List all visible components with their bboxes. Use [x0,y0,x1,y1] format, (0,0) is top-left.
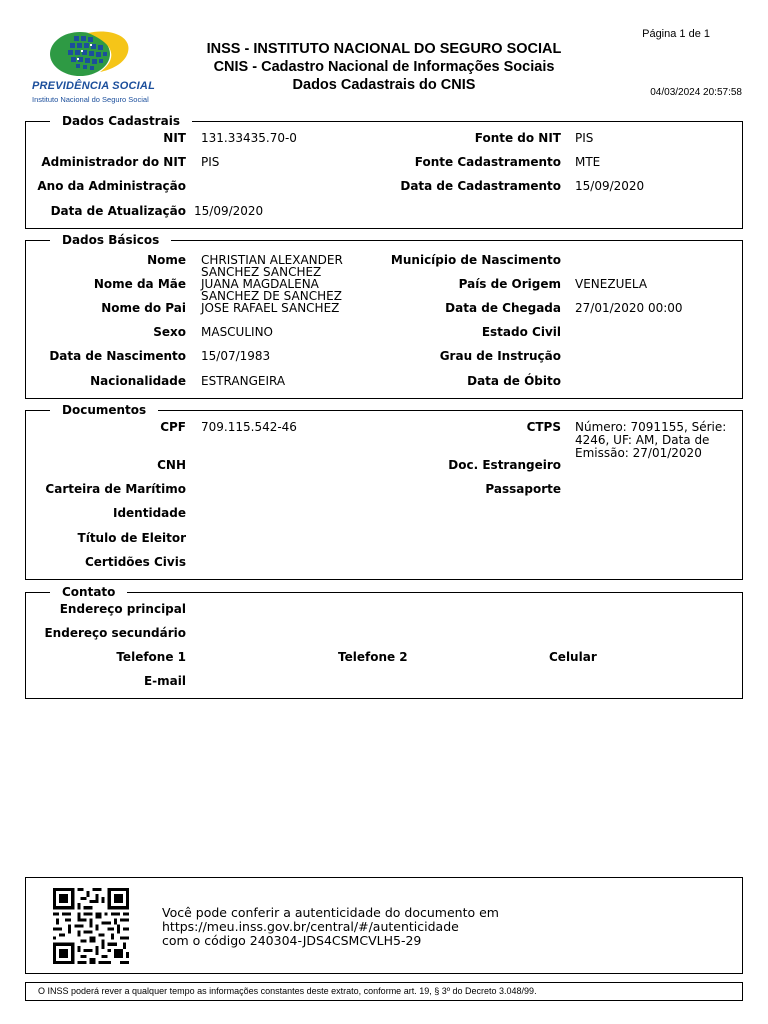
legend-documentos: Documentos [50,402,158,418]
label-identidade: Identidade [112,506,186,520]
value-admin-nit: PIS [201,155,220,169]
section-contato [25,585,743,699]
label-endereco-principal: Endereço principal [59,602,186,616]
label-estado-civil: Estado Civil [481,325,561,339]
label-nacionalidade: Nacionalidade [90,374,186,388]
label-grau-instrucao: Grau de Instrução [439,349,561,363]
section-dados-cadastrais [25,114,743,229]
label-sexo: Sexo [153,325,186,339]
section-documentos [25,403,743,580]
value-pais-origem: VENEZUELA [575,277,648,291]
legend-contato: Contato [50,584,127,600]
label-cnh: CNH [157,458,186,472]
value-fonte-cadastramento: MTE [575,155,601,169]
section-dados-basicos [25,233,743,399]
logo-subtitle: Instituto Nacional do Seguro Social [32,95,149,104]
previdencia-logo-icon [30,28,152,84]
label-data-chegada: Data de Chegada [445,301,561,315]
label-data-nascimento: Data de Nascimento [49,349,186,363]
label-endereco-secundario: Endereço secundário [44,626,186,640]
value-data-nascimento: 15/07/1983 [201,349,271,363]
legend-dados-cadastrais: Dados Cadastrais [50,113,192,129]
label-email: E-mail [143,674,186,688]
title-dados-cadastrais: Dados Cadastrais do CNIS [292,77,476,93]
label-carteira-maritimo: Carteira de Marítimo [45,482,186,496]
label-fonte-nit: Fonte do NIT [474,131,561,145]
label-telefone-2: Telefone 2 [338,650,408,664]
title-inss: INSS - INSTITUTO NACIONAL DO SEGURO SOCIAL [206,41,562,57]
value-ctps: Número: 7091155, Série: 4246, UF: AM, Data de Emissão: 27/01/2020 [575,420,727,460]
timestamp: 04/03/2024 20:57:58 [650,87,742,98]
label-data-atualizacao: Data de Atualização [50,204,186,218]
autenticidade-text: Você pode conferir a autenticidade do documento em https://meu.inss.gov.br/central/#/autenticidade com o código 240304-JDS4CSMCVLH5-29 [162,905,499,948]
label-ano-admin: Ano da Administração [37,179,186,193]
label-pais-origem: País de Origem [458,277,561,291]
label-telefone-1: Telefone 1 [116,650,186,664]
value-nacionalidade: ESTRANGEIRA [201,374,286,388]
label-admin-nit: Administrador do NIT [41,155,186,169]
document-title [150,40,618,94]
value-data-atualizacao: 15/09/2020 [194,204,264,218]
label-municipio-nascimento: Município de Nascimento [390,253,561,267]
label-data-obito: Data de Óbito [467,374,561,388]
value-sexo: MASCULINO [201,325,273,339]
label-nit: NIT [163,131,186,145]
value-nome-pai: JOSE RAFAEL SANCHEZ [201,301,340,315]
qr-code-icon[interactable] [51,888,131,964]
label-doc-estrangeiro: Doc. Estrangeiro [448,458,561,472]
label-cpf: CPF [160,420,186,434]
value-data-cadastramento: 15/09/2020 [575,179,645,193]
label-nome-pai: Nome do Pai [101,301,186,315]
label-data-cadastramento: Data de Cadastramento [400,179,561,193]
value-nome: CHRISTIAN ALEXANDER SANCHEZ SANCHEZ [201,253,343,279]
autenticidade-box [25,877,743,974]
page-number: Página 1 de 1 [642,28,710,40]
label-nome: Nome [147,253,186,267]
label-ctps: CTPS [526,420,561,434]
value-cpf: 709.115.542-46 [201,420,297,434]
value-data-chegada: 27/01/2020 00:00 [575,301,683,315]
logo-brand-text: PREVIDÊNCIA SOCIAL [32,80,155,92]
label-certidoes-civis: Certidões Civis [84,555,186,569]
title-cnis: CNIS - Cadastro Nacional de Informações Sociais [213,59,555,75]
label-passaporte: Passaporte [485,482,561,496]
label-celular: Celular [549,650,597,664]
footer-box [25,982,743,1001]
label-nome-mae: Nome da Mãe [93,277,186,291]
value-nit: 131.33435.70-0 [201,131,297,145]
label-titulo-eleitor: Título de Eleitor [77,531,186,545]
previdencia-logo [30,28,155,108]
value-nome-mae: JUANA MAGDALENA SANCHEZ DE SANCHEZ [201,277,342,303]
label-fonte-cadastramento: Fonte Cadastramento [414,155,561,169]
legend-dados-basicos: Dados Básicos [50,232,171,248]
footer-disclaimer: O INSS poderá rever a qualquer tempo as informações constantes deste extrato, conforme art. 19, § 3º do Decreto 3.048/99. [38,986,537,996]
value-fonte-nit: PIS [575,131,594,145]
